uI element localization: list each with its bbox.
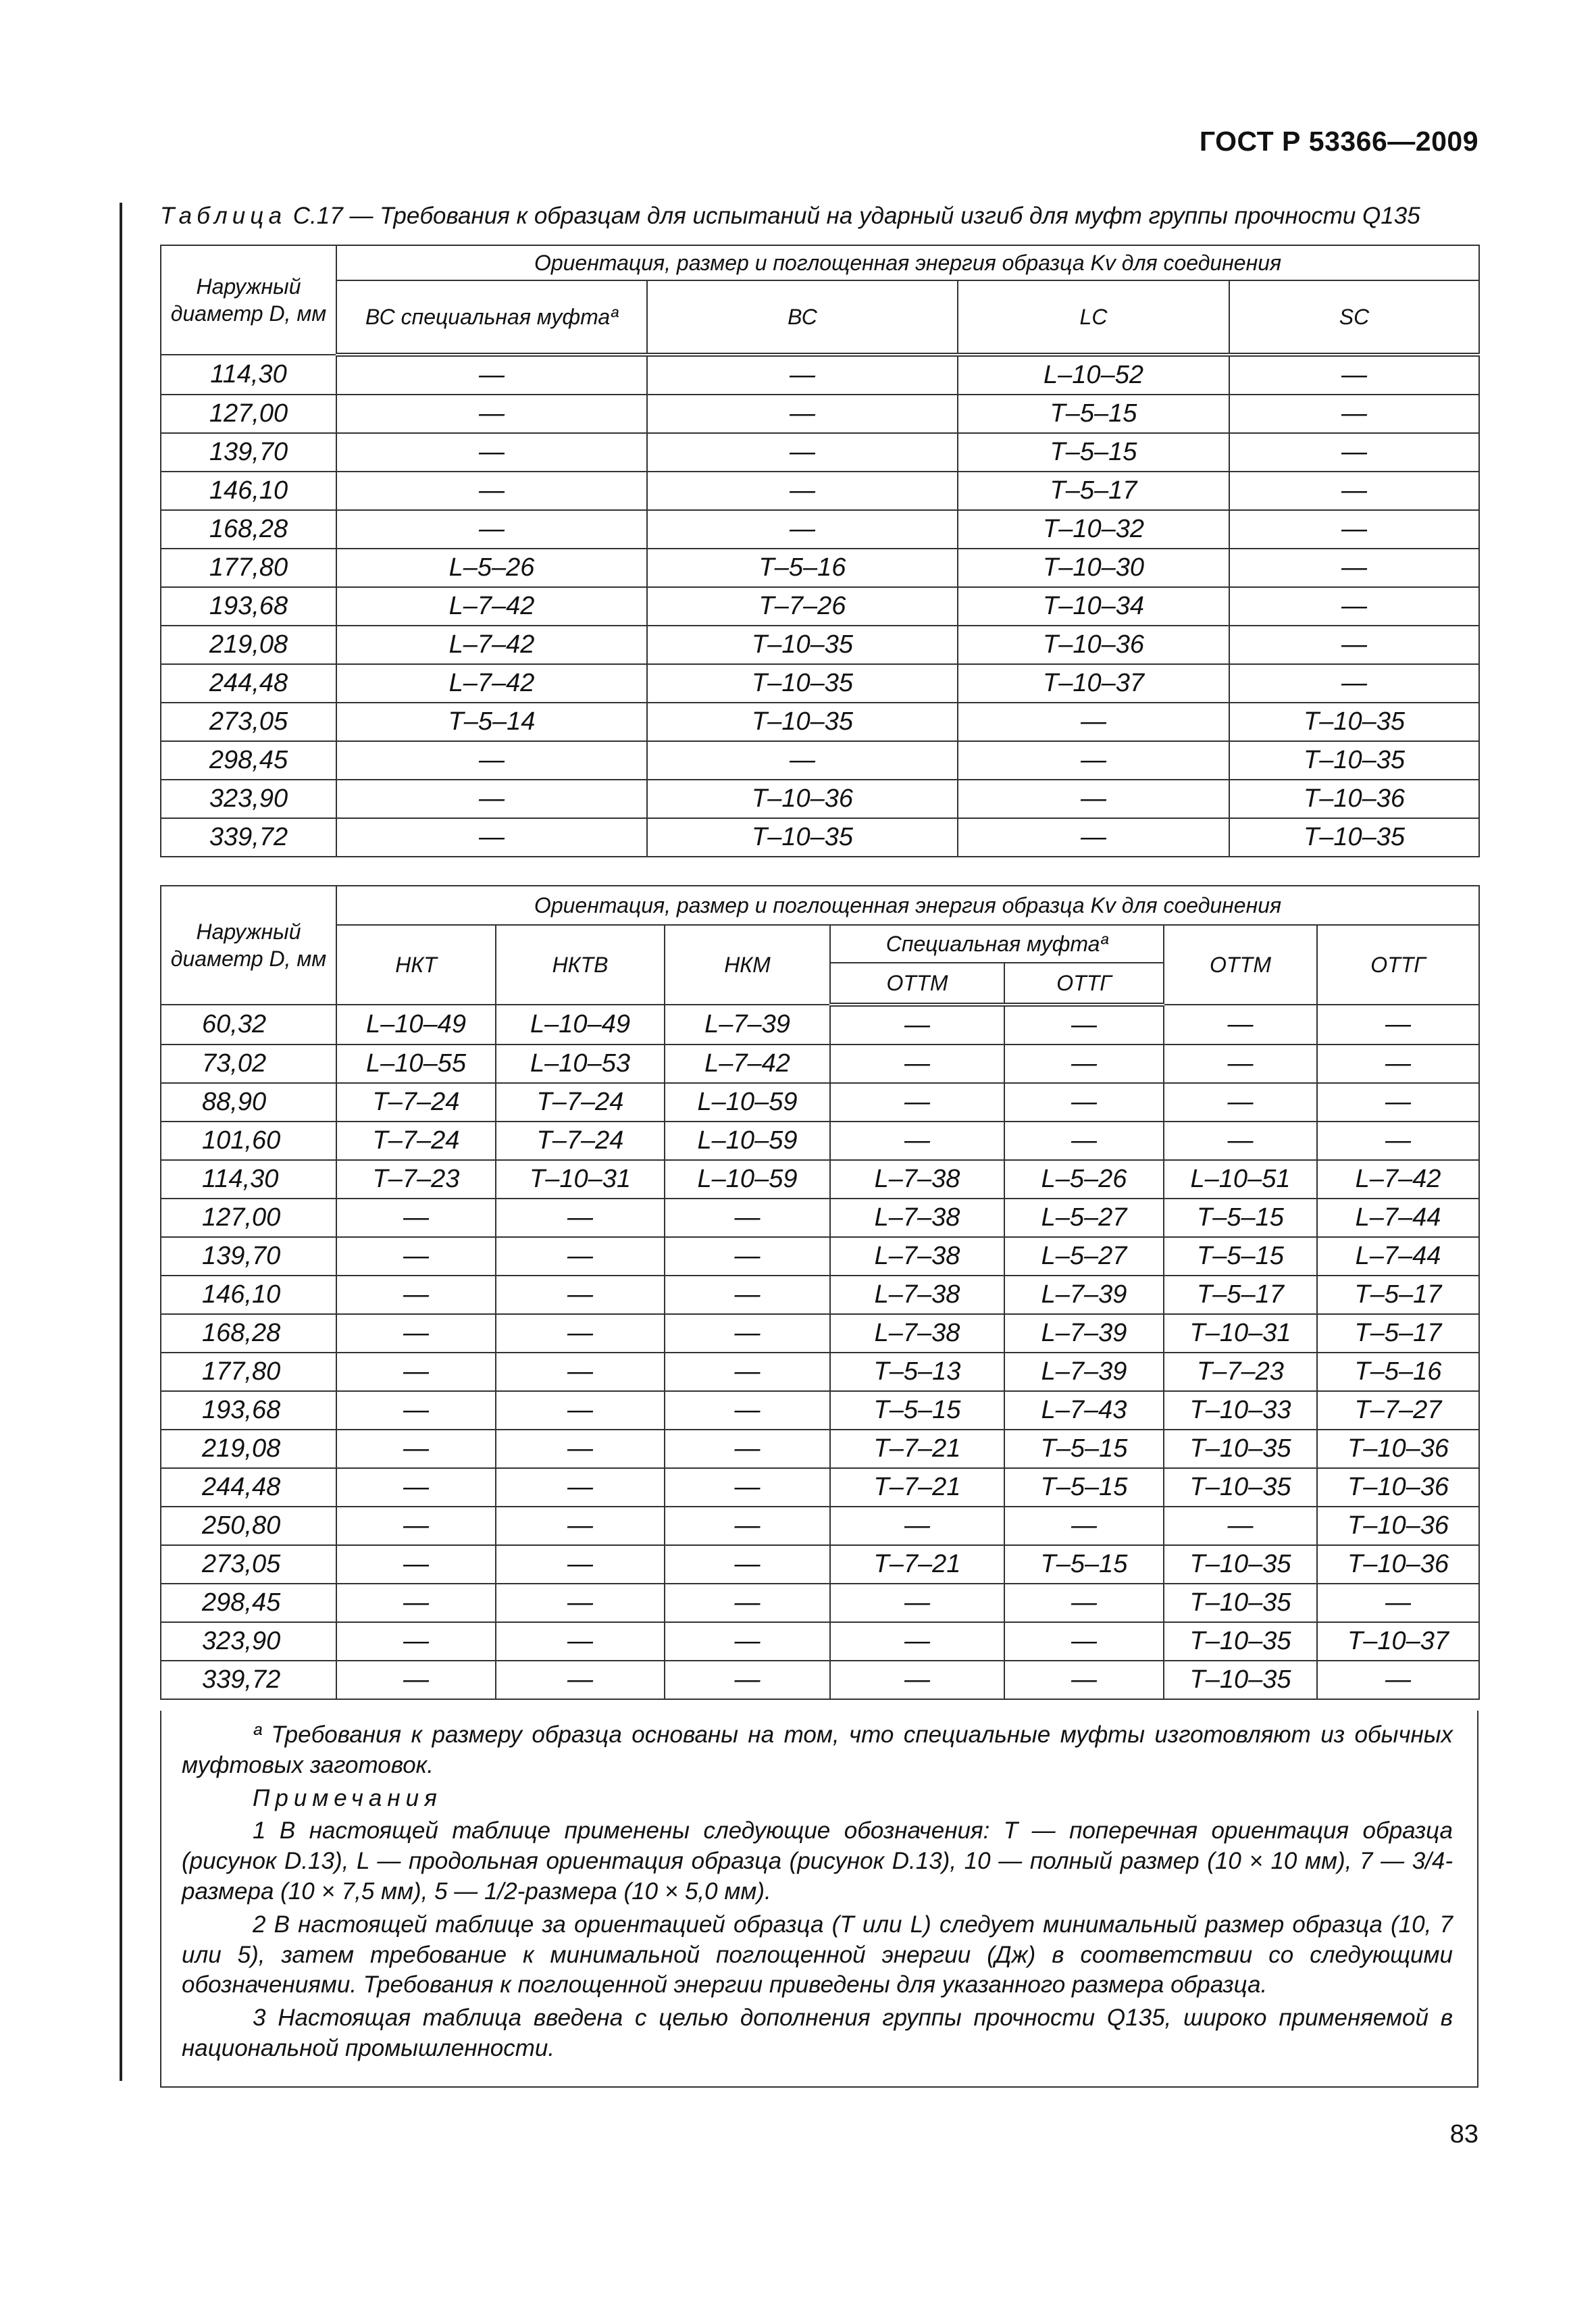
t1-cell-diameter: 244,48 — [161, 664, 336, 703]
t2-cell-diameter: 219,08 — [161, 1430, 336, 1468]
t1-cell: T–10–35 — [1229, 741, 1479, 780]
t2-cell: — — [496, 1276, 665, 1314]
t2-cell: — — [1004, 1083, 1164, 1122]
t2-cell: — — [496, 1545, 665, 1584]
t1-cell: — — [958, 703, 1229, 741]
t2-cell: T–7–23 — [1164, 1353, 1317, 1391]
t2-cell: — — [336, 1391, 496, 1430]
t1-cell: — — [336, 510, 647, 549]
t1-cell: T–10–34 — [958, 587, 1229, 626]
t1-cell-diameter: 273,05 — [161, 703, 336, 741]
t1-cell: T–5–16 — [647, 549, 958, 587]
t2-cell: T–7–24 — [336, 1083, 496, 1122]
t2-cell: — — [496, 1391, 665, 1430]
caption-prefix: Таблица — [160, 203, 287, 229]
t2-cell: — — [1317, 1122, 1479, 1160]
t1-cell: — — [647, 741, 958, 780]
t2-row — [161, 1507, 1479, 1545]
t1-cell: L–7–42 — [336, 587, 647, 626]
t1-cell-diameter: 298,45 — [161, 741, 336, 780]
t2-row — [161, 1622, 1479, 1661]
t1-cell-diameter: 127,00 — [161, 395, 336, 433]
t2-cell: L–7–42 — [1317, 1160, 1479, 1199]
t2-cell: — — [1164, 1507, 1317, 1545]
t2-header-diameter: Наружный диаметр D, мм — [161, 886, 336, 1005]
t2-cell: T–10–35 — [1164, 1430, 1317, 1468]
t2-cell: L–7–39 — [1004, 1353, 1164, 1391]
t2-header-nktv: НКТВ — [496, 925, 665, 1005]
note-2: 2 В настоящей таблице за ориентацией образца (Т или L) следует минимальный размер образца (10, 7 или 5), затем требование к минимальной поглощенной энергии (Дж) в соответствии со следующими обозначениями. Требования к поглощенной энергии приведены для указанного размера образца. — [182, 1911, 1453, 1998]
t1-cell: — — [1229, 433, 1479, 472]
t2-cell: L–10–49 — [496, 1005, 665, 1045]
t2-cell: L–10–55 — [336, 1045, 496, 1083]
t1-cell: — — [958, 818, 1229, 857]
t2-row — [161, 1391, 1479, 1430]
t2-cell: — — [1004, 1507, 1164, 1545]
t1-cell-diameter: 146,10 — [161, 472, 336, 510]
t2-cell: — — [1004, 1122, 1164, 1160]
t1-cell: L–7–42 — [336, 626, 647, 664]
t2-row — [161, 1430, 1479, 1468]
t2-cell: — — [336, 1199, 496, 1237]
t2-cell: — — [496, 1430, 665, 1468]
t2-cell: T–10–37 — [1317, 1622, 1479, 1661]
t2-cell: — — [830, 1507, 1004, 1545]
t1-cell: T–10–32 — [958, 510, 1229, 549]
t2-cell: — — [830, 1083, 1004, 1122]
t2-header-ottg: ОТТГ — [1317, 925, 1479, 1005]
t2-cell: L–7–38 — [830, 1237, 1004, 1276]
t1-cell: — — [647, 395, 958, 433]
t2-cell: T–10–31 — [1164, 1314, 1317, 1353]
t2-cell: — — [1004, 1584, 1164, 1622]
t1-row — [161, 664, 1479, 703]
t2-cell: — — [665, 1276, 830, 1314]
t2-cell: L–7–38 — [830, 1160, 1004, 1199]
t2-cell: — — [336, 1468, 496, 1507]
t2-cell: L–7–38 — [830, 1199, 1004, 1237]
t1-row — [161, 355, 1479, 395]
t2-cell: — — [336, 1661, 496, 1699]
t2-cell: T–10–31 — [496, 1160, 665, 1199]
t2-cell-diameter: 339,72 — [161, 1661, 336, 1699]
t1-cell: T–10–36 — [958, 626, 1229, 664]
t2-cell-diameter: 298,45 — [161, 1584, 336, 1622]
t2-cell: T–7–27 — [1317, 1391, 1479, 1430]
t1-header-group: Ориентация, размер и поглощенная энергия образца Kv для соединения — [336, 245, 1479, 280]
t1-cell: — — [958, 780, 1229, 818]
t2-cell: T–10–36 — [1317, 1430, 1479, 1468]
t1-cell: — — [1229, 395, 1479, 433]
t2-cell: — — [665, 1430, 830, 1468]
t1-header-bc-special: ВС специальная муфтаª — [336, 280, 647, 355]
t1-row — [161, 703, 1479, 741]
t2-cell: L–10–59 — [665, 1083, 830, 1122]
t2-cell: — — [1004, 1622, 1164, 1661]
footnote-a: ª Требования к размеру образца основаны на том, что специальные муфты изготовляют из обычных муфтовых заготовок. — [182, 1721, 1453, 1778]
t1-cell-diameter: 193,68 — [161, 587, 336, 626]
t2-cell: — — [496, 1584, 665, 1622]
t1-cell: T–7–26 — [647, 587, 958, 626]
t1-header-lc: LC — [958, 280, 1229, 355]
t1-header-bc: ВС — [647, 280, 958, 355]
t2-cell: — — [1317, 1661, 1479, 1699]
t2-cell-diameter: 146,10 — [161, 1276, 336, 1314]
t2-cell: T–10–35 — [1164, 1661, 1317, 1699]
t1-cell: T–10–35 — [647, 703, 958, 741]
t2-cell: T–5–15 — [1164, 1199, 1317, 1237]
t1-header-diameter: Наружный диаметр D, мм — [161, 245, 336, 355]
t1-cell: — — [336, 741, 647, 780]
notes-title: Примечания — [253, 1784, 442, 1811]
t2-cell: — — [1317, 1584, 1479, 1622]
t2-cell: L–10–49 — [336, 1005, 496, 1045]
t1-cell: — — [1229, 664, 1479, 703]
t1-cell: T–5–15 — [958, 433, 1229, 472]
t2-cell: — — [830, 1622, 1004, 1661]
t1-cell-diameter: 168,28 — [161, 510, 336, 549]
t2-cell: T–7–24 — [496, 1122, 665, 1160]
t1-row — [161, 433, 1479, 472]
t1-cell-diameter: 219,08 — [161, 626, 336, 664]
t1-cell: T–5–15 — [958, 395, 1229, 433]
t2-cell: L–5–26 — [1004, 1160, 1164, 1199]
t2-cell: — — [665, 1353, 830, 1391]
t2-cell: T–10–35 — [1164, 1545, 1317, 1584]
t1-cell-diameter: 323,90 — [161, 780, 336, 818]
t2-cell: T–10–36 — [1317, 1545, 1479, 1584]
t2-header-special-ottm: ОТТМ — [830, 963, 1004, 1005]
t2-cell-diameter: 177,80 — [161, 1353, 336, 1391]
t2-cell-diameter: 273,05 — [161, 1545, 336, 1584]
t2-cell: T–7–21 — [830, 1545, 1004, 1584]
t2-cell: T–10–33 — [1164, 1391, 1317, 1430]
t2-row — [161, 1276, 1479, 1314]
t1-cell: — — [1229, 510, 1479, 549]
t2-cell: L–5–27 — [1004, 1237, 1164, 1276]
t2-row — [161, 1314, 1479, 1353]
t2-cell-diameter: 114,30 — [161, 1160, 336, 1199]
t2-cell: L–10–53 — [496, 1045, 665, 1083]
t1-cell: T–10–36 — [1229, 780, 1479, 818]
t2-row — [161, 1083, 1479, 1122]
t1-row — [161, 549, 1479, 587]
t2-cell-diameter: 88,90 — [161, 1083, 336, 1122]
t2-cell: — — [496, 1353, 665, 1391]
t2-cell: — — [336, 1430, 496, 1468]
t1-cell: — — [647, 472, 958, 510]
t2-cell: — — [830, 1005, 1004, 1045]
t2-cell: — — [496, 1199, 665, 1237]
t1-cell: L–5–26 — [336, 549, 647, 587]
t2-body — [161, 1005, 1479, 1699]
t2-row — [161, 1160, 1479, 1199]
t2-header-special-ottg: ОТТГ — [1004, 963, 1164, 1005]
t2-cell: T–5–15 — [1004, 1545, 1164, 1584]
table-lower — [160, 885, 1480, 1700]
t2-cell-diameter: 323,90 — [161, 1622, 336, 1661]
t1-row — [161, 395, 1479, 433]
t2-cell: — — [830, 1045, 1004, 1083]
t2-cell: T–7–24 — [496, 1083, 665, 1122]
t2-cell: — — [1004, 1005, 1164, 1045]
t2-cell: T–7–21 — [830, 1430, 1004, 1468]
t2-row — [161, 1584, 1479, 1622]
t2-cell: L–10–59 — [665, 1160, 830, 1199]
t2-cell: — — [336, 1584, 496, 1622]
t2-cell: — — [665, 1584, 830, 1622]
t1-cell: — — [336, 355, 647, 395]
t2-header-nkm: НКМ — [665, 925, 830, 1005]
t1-cell-diameter: 114,30 — [161, 355, 336, 395]
t2-cell: L–10–59 — [665, 1122, 830, 1160]
t2-cell: L–7–39 — [1004, 1276, 1164, 1314]
t1-cell: — — [1229, 472, 1479, 510]
t1-cell: T–10–36 — [647, 780, 958, 818]
t2-cell: — — [665, 1391, 830, 1430]
t2-cell: L–5–27 — [1004, 1199, 1164, 1237]
t1-row — [161, 472, 1479, 510]
t1-cell: L–7–42 — [336, 664, 647, 703]
t2-cell: T–5–17 — [1164, 1276, 1317, 1314]
t2-row — [161, 1237, 1479, 1276]
t2-cell: — — [665, 1507, 830, 1545]
t2-cell: T–5–17 — [1317, 1276, 1479, 1314]
t2-cell: T–7–21 — [830, 1468, 1004, 1507]
t2-cell-diameter: 250,80 — [161, 1507, 336, 1545]
t2-row — [161, 1122, 1479, 1160]
t2-cell: L–7–38 — [830, 1314, 1004, 1353]
t2-cell: — — [336, 1545, 496, 1584]
t2-cell: — — [1164, 1045, 1317, 1083]
t2-cell: — — [830, 1661, 1004, 1699]
t2-cell-diameter: 193,68 — [161, 1391, 336, 1430]
t1-cell: — — [336, 472, 647, 510]
t2-cell: — — [1317, 1005, 1479, 1045]
note-3: 3 Настоящая таблица введена с целью дополнения группы прочности Q135, широко применяемой в национальной промышленности. — [182, 2005, 1453, 2061]
t2-cell: — — [496, 1661, 665, 1699]
t2-row — [161, 1353, 1479, 1391]
t2-cell: T–10–35 — [1164, 1584, 1317, 1622]
t2-cell: — — [1317, 1045, 1479, 1083]
t2-cell: — — [665, 1199, 830, 1237]
t1-cell: — — [647, 510, 958, 549]
t1-header-sc: SC — [1229, 280, 1479, 355]
page-number: 83 — [1449, 2120, 1478, 2148]
t2-cell: T–5–15 — [1004, 1468, 1164, 1507]
t2-cell: — — [336, 1237, 496, 1276]
t1-cell: T–10–35 — [647, 664, 958, 703]
t2-header-group: Ориентация, размер и поглощенная энергия образца Kv для соединения — [336, 886, 1479, 925]
t1-cell: — — [647, 433, 958, 472]
t2-cell: L–10–51 — [1164, 1160, 1317, 1199]
t1-cell: — — [647, 355, 958, 395]
t1-cell: — — [1229, 587, 1479, 626]
t1-cell: — — [1229, 626, 1479, 664]
t1-cell-diameter: 339,72 — [161, 818, 336, 857]
t2-cell-diameter: 101,60 — [161, 1122, 336, 1160]
t1-cell: T–10–37 — [958, 664, 1229, 703]
t2-cell: — — [496, 1237, 665, 1276]
t2-cell: — — [665, 1622, 830, 1661]
t2-header-nkt: НКТ — [336, 925, 496, 1005]
t1-cell: — — [336, 433, 647, 472]
t1-row — [161, 741, 1479, 780]
t2-cell: — — [496, 1314, 665, 1353]
t2-cell: T–5–15 — [1004, 1430, 1164, 1468]
t2-cell: T–10–36 — [1317, 1468, 1479, 1507]
t2-cell: — — [665, 1661, 830, 1699]
t1-cell: T–5–14 — [336, 703, 647, 741]
table-caption — [160, 203, 1479, 230]
t2-cell-diameter: 139,70 — [161, 1237, 336, 1276]
t2-row — [161, 1045, 1479, 1083]
t2-cell: T–5–15 — [830, 1391, 1004, 1430]
t2-cell: — — [1004, 1045, 1164, 1083]
t1-cell: T–10–35 — [647, 626, 958, 664]
t2-cell: T–10–35 — [1164, 1468, 1317, 1507]
t1-cell-diameter: 139,70 — [161, 433, 336, 472]
t2-row — [161, 1199, 1479, 1237]
t2-cell: — — [830, 1122, 1004, 1160]
t1-cell: T–10–35 — [1229, 703, 1479, 741]
t2-cell: — — [336, 1276, 496, 1314]
t2-row — [161, 1005, 1479, 1045]
t2-cell-diameter: 127,00 — [161, 1199, 336, 1237]
t1-cell: T–10–30 — [958, 549, 1229, 587]
t2-cell: T–5–16 — [1317, 1353, 1479, 1391]
t2-row — [161, 1468, 1479, 1507]
t2-cell: — — [1317, 1083, 1479, 1122]
t2-cell: T–10–36 — [1317, 1507, 1479, 1545]
t2-row — [161, 1661, 1479, 1699]
table-upper — [160, 245, 1480, 857]
t2-cell: L–7–44 — [1317, 1199, 1479, 1237]
t2-cell: L–7–39 — [1004, 1314, 1164, 1353]
t2-cell: T–5–15 — [1164, 1237, 1317, 1276]
t1-row — [161, 587, 1479, 626]
t2-cell: — — [1164, 1083, 1317, 1122]
t1-cell: — — [1229, 355, 1479, 395]
t1-cell: T–10–35 — [647, 818, 958, 857]
t2-cell-diameter: 244,48 — [161, 1468, 336, 1507]
t1-cell: — — [1229, 549, 1479, 587]
t1-cell: — — [958, 741, 1229, 780]
t1-cell: T–10–35 — [1229, 818, 1479, 857]
t2-cell: — — [665, 1545, 830, 1584]
t2-cell: — — [496, 1468, 665, 1507]
t2-cell: T–7–24 — [336, 1122, 496, 1160]
t2-header-special: Специальная муфтаª — [830, 925, 1164, 963]
t1-row — [161, 510, 1479, 549]
t1-cell: — — [336, 395, 647, 433]
caption-text: С.17 — Требования к образцам для испытаний на ударный изгиб для муфт группы прочности Q135 — [286, 203, 1420, 229]
t2-cell: — — [665, 1468, 830, 1507]
t1-cell-diameter: 177,80 — [161, 549, 336, 587]
t2-cell: T–5–17 — [1317, 1314, 1479, 1353]
t1-cell: — — [336, 780, 647, 818]
t2-cell: L–7–44 — [1317, 1237, 1479, 1276]
t2-cell-diameter: 168,28 — [161, 1314, 336, 1353]
table-notes — [160, 1711, 1478, 2088]
t2-cell: — — [496, 1622, 665, 1661]
t2-cell: T–5–13 — [830, 1353, 1004, 1391]
note-1: 1 В настоящей таблице применены следующие обозначения: Т — поперечная ориентация образца (рисунок D.13), L — продольная ориентация образца (рисунок D.13), 10 — полный размер (10 × 10 мм), 7 — 3/4-размера (10 × 7,5 мм), 5 — 1/2-размера (10 × 5,0 мм). — [182, 1817, 1453, 1905]
t2-cell: T–10–35 — [1164, 1622, 1317, 1661]
t2-row — [161, 1545, 1479, 1584]
t2-cell: L–7–42 — [665, 1045, 830, 1083]
t2-cell: — — [665, 1237, 830, 1276]
t1-row — [161, 626, 1479, 664]
t1-cell: T–5–17 — [958, 472, 1229, 510]
t2-cell: — — [336, 1507, 496, 1545]
t2-cell: T–7–23 — [336, 1160, 496, 1199]
t2-cell: — — [1164, 1005, 1317, 1045]
t2-cell: — — [336, 1353, 496, 1391]
t2-cell: — — [1004, 1661, 1164, 1699]
t2-cell: L–7–39 — [665, 1005, 830, 1045]
t2-cell: — — [336, 1314, 496, 1353]
t1-cell: — — [336, 818, 647, 857]
document-id: ГОСТ Р 53366—2009 — [1199, 126, 1478, 157]
t2-cell-diameter: 60,32 — [161, 1005, 336, 1045]
t1-body — [161, 355, 1479, 857]
t2-cell: L–7–43 — [1004, 1391, 1164, 1430]
t2-cell: — — [830, 1584, 1004, 1622]
t2-cell: — — [1164, 1122, 1317, 1160]
t2-cell: — — [336, 1622, 496, 1661]
t2-cell: — — [496, 1507, 665, 1545]
t2-header-ottm: ОТТМ — [1164, 925, 1317, 1005]
t1-row — [161, 818, 1479, 857]
margin-bar — [120, 203, 122, 2081]
t2-cell: — — [665, 1314, 830, 1353]
t2-cell: L–7–38 — [830, 1276, 1004, 1314]
t1-cell: L–10–52 — [958, 355, 1229, 395]
t2-cell-diameter: 73,02 — [161, 1045, 336, 1083]
t1-row — [161, 780, 1479, 818]
